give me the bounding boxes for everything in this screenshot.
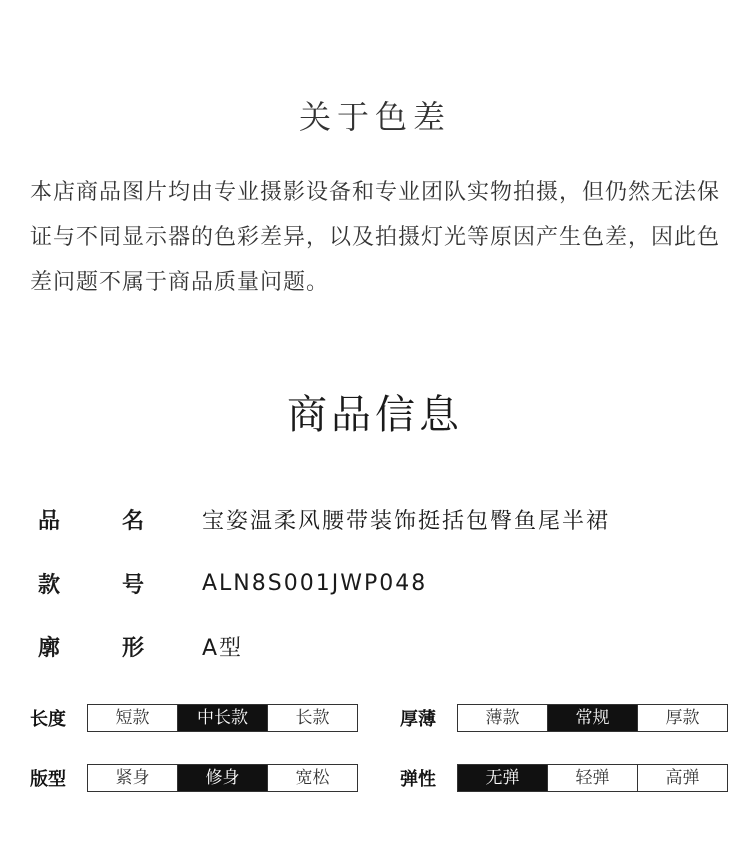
attr-length — [30, 704, 358, 732]
attr-thickness-options — [457, 704, 728, 732]
option-tight: 紧身 — [88, 765, 177, 791]
style-number-value: ALN8S001JWP048 — [202, 570, 428, 596]
option-thin: 薄款 — [458, 705, 547, 731]
product-name-row — [38, 502, 610, 536]
option-midi: 中长款 — [177, 705, 267, 731]
attr-elasticity-options — [457, 764, 728, 792]
style-number-row — [38, 566, 427, 600]
attr-elasticity — [400, 764, 728, 792]
option-high-stretch: 高弹 — [637, 765, 727, 791]
option-thick: 厚款 — [637, 705, 727, 731]
product-name-value: 宝姿温柔风腰带装饰挺括包臀鱼尾半裙 — [202, 508, 611, 534]
attr-length-label: 长度 — [30, 709, 66, 730]
attr-fit — [30, 764, 358, 792]
product-name-label: 品 名 — [38, 508, 144, 534]
option-loose: 宽松 — [267, 765, 357, 791]
option-regular: 常规 — [547, 705, 637, 731]
attr-elasticity-label: 弹性 — [400, 769, 436, 790]
option-light-stretch: 轻弹 — [547, 765, 637, 791]
attr-fit-label: 版型 — [30, 769, 66, 790]
color-difference-title: 关于色差 — [298, 98, 451, 136]
silhouette-label: 廓 形 — [38, 635, 144, 661]
attr-thickness-label: 厚薄 — [400, 709, 436, 730]
option-short: 短款 — [88, 705, 177, 731]
attr-thickness — [400, 704, 728, 732]
silhouette-value: A型 — [202, 635, 244, 661]
attr-length-options — [87, 704, 358, 732]
attr-fit-options — [87, 764, 358, 792]
style-number-label: 款 号 — [38, 572, 144, 598]
option-slim: 修身 — [177, 765, 267, 791]
product-info-title: 商品信息 — [287, 392, 463, 438]
silhouette-row — [38, 629, 243, 663]
color-difference-notice: 本店商品图片均由专业摄影设备和专业团队实物拍摄，但仍然无法保证与不同显示器的色彩差异，以及拍摄灯光等原因产生色差，因此色差问题不属于商品质量问题。 — [30, 180, 721, 295]
option-long: 长款 — [267, 705, 357, 731]
option-no-stretch: 无弹 — [458, 765, 547, 791]
